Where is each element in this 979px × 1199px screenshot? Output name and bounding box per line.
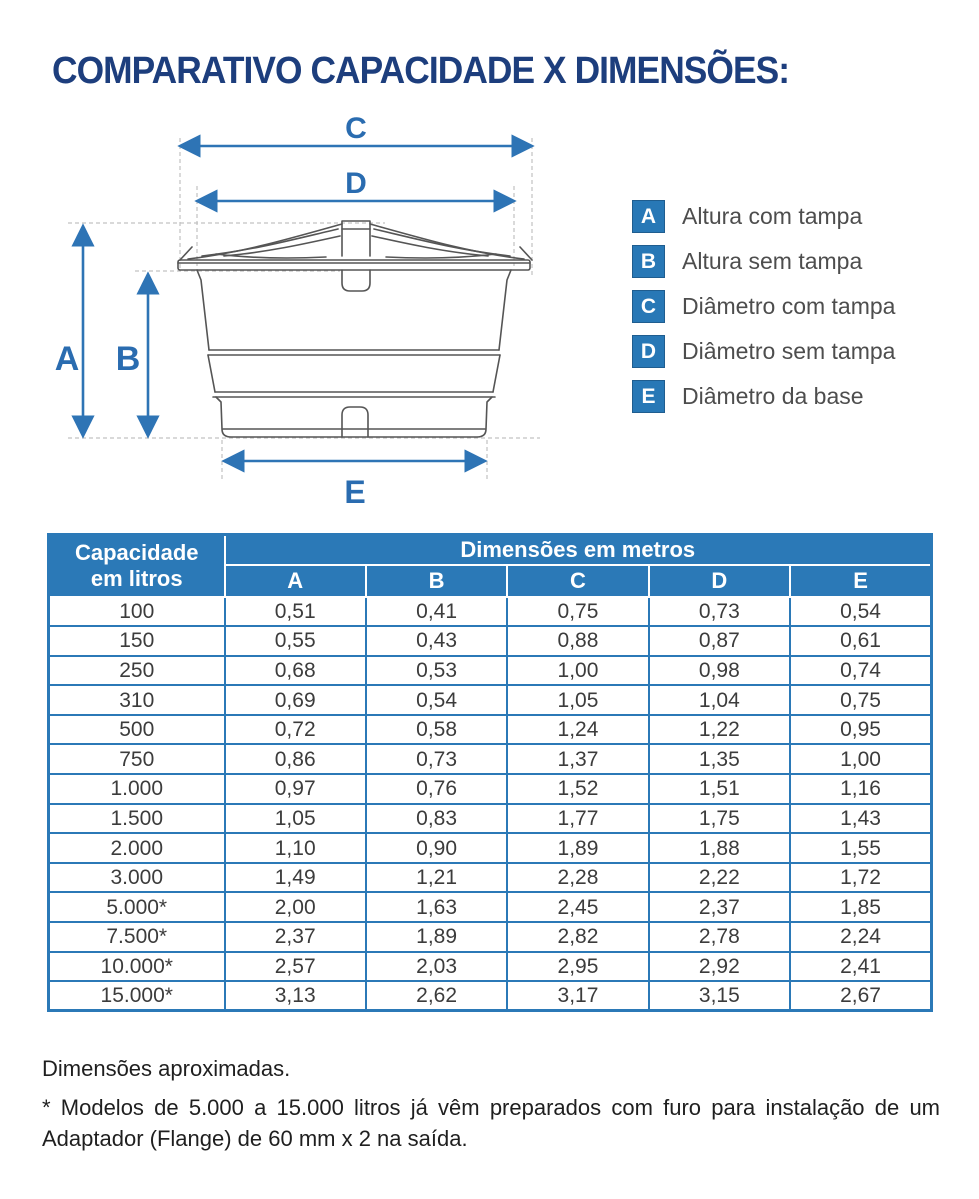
capacity-cell: 1.500 (49, 804, 225, 834)
table-header-top-row (49, 535, 932, 565)
capacity-header-line2: em litros (90, 565, 183, 591)
dimension-cell: 0,87 (649, 626, 790, 656)
table-row (49, 863, 932, 893)
dimension-cell: 2,22 (649, 863, 790, 893)
table-row (49, 774, 932, 804)
dimension-cell: 0,54 (790, 597, 931, 627)
dimension-cell: 2,82 (507, 922, 648, 952)
table-row (49, 597, 932, 627)
dimension-cell: 1,04 (649, 685, 790, 715)
dimension-cell: 2,45 (507, 892, 648, 922)
legend-label: Altura com tampa (682, 203, 863, 229)
dimension-cell: 2,41 (790, 952, 931, 982)
dimension-cell: 2,92 (649, 952, 790, 982)
water-tank-drawing (178, 221, 532, 437)
dimension-cell: 1,63 (366, 892, 507, 922)
dimension-cell: 0,90 (366, 833, 507, 863)
capacity-dimensions-table (47, 533, 933, 1012)
dimension-cell: 2,37 (649, 892, 790, 922)
dimension-cell: 2,24 (790, 922, 931, 952)
capacity-cell: 1.000 (49, 774, 225, 804)
legend-key-badge: A (632, 200, 665, 233)
dimension-cell: 1,72 (790, 863, 931, 893)
dimension-cell: 0,73 (649, 597, 790, 627)
capacity-cell: 100 (49, 597, 225, 627)
capacity-cell: 310 (49, 685, 225, 715)
dimension-cell: 0,98 (649, 656, 790, 686)
legend (632, 200, 932, 425)
column-header-e: E (790, 565, 931, 597)
dimension-cell: 2,95 (507, 952, 648, 982)
capacity-cell: 150 (49, 626, 225, 656)
dimension-cell: 0,53 (366, 656, 507, 686)
legend-key-badge: C (632, 290, 665, 323)
table-row (49, 804, 932, 834)
capacity-cell: 5.000* (49, 892, 225, 922)
dimension-cell: 0,74 (790, 656, 931, 686)
dimension-cell: 1,16 (790, 774, 931, 804)
legend-label: Diâmetro sem tampa (682, 338, 896, 364)
dimension-cell: 2,62 (366, 981, 507, 1011)
capacity-cell: 2.000 (49, 833, 225, 863)
legend-label: Diâmetro da base (682, 383, 864, 409)
table-row (49, 922, 932, 952)
dimension-cell: 1,00 (790, 744, 931, 774)
column-header-c: C (507, 565, 648, 597)
capacity-cell: 3.000 (49, 863, 225, 893)
capacity-cell: 750 (49, 744, 225, 774)
capacity-column-header (49, 535, 225, 597)
legend-item-c (632, 290, 932, 323)
dimension-cell: 2,57 (225, 952, 366, 982)
dim-label-b: B (115, 340, 141, 378)
tank-dimensions-diagram (40, 108, 600, 512)
column-header-d: D (649, 565, 790, 597)
table-row (49, 685, 932, 715)
table-row (49, 626, 932, 656)
footnote-approx: Dimensões aproximadas. (42, 1056, 291, 1081)
dimension-cell: 2,28 (507, 863, 648, 893)
dimension-cell: 0,76 (366, 774, 507, 804)
capacity-cell: 15.000* (49, 981, 225, 1011)
legend-label: Altura sem tampa (682, 248, 863, 274)
legend-item-d (632, 335, 932, 368)
table-header (49, 535, 932, 597)
dimension-cell: 1,88 (649, 833, 790, 863)
dimension-cell: 3,17 (507, 981, 648, 1011)
dimension-cell: 3,15 (649, 981, 790, 1011)
dimension-cell: 0,51 (225, 597, 366, 627)
table-row (49, 892, 932, 922)
legend-key-badge: D (632, 335, 665, 368)
dimension-cell: 0,88 (507, 626, 648, 656)
dimension-cell: 1,10 (225, 833, 366, 863)
dimension-cell: 1,00 (507, 656, 648, 686)
column-header-a: A (225, 565, 366, 597)
table-row (49, 656, 932, 686)
dimension-cell: 1,77 (507, 804, 648, 834)
dimension-cell: 2,00 (225, 892, 366, 922)
dimension-cell: 1,55 (790, 833, 931, 863)
footnote-asterisk: * Modelos de 5.000 a 15.000 litros já vêm preparados com furo para instalação de um Adaptador (Flange) de 60 mm x 2 na saída. (42, 1095, 940, 1151)
dimension-cell: 1,35 (649, 744, 790, 774)
dimension-cell: 2,03 (366, 952, 507, 982)
legend-key-badge: E (632, 380, 665, 413)
table-row (49, 952, 932, 982)
dimension-cell: 1,05 (225, 804, 366, 834)
dim-label-c: C (345, 112, 367, 145)
dimension-cell: 0,75 (790, 685, 931, 715)
dimension-cell: 0,43 (366, 626, 507, 656)
dimension-cell: 1,89 (507, 833, 648, 863)
dimension-cell: 0,41 (366, 597, 507, 627)
dimension-cell: 1,22 (649, 715, 790, 745)
legend-item-b (632, 245, 932, 278)
dimension-cell: 1,21 (366, 863, 507, 893)
table-row (49, 715, 932, 745)
table-row (49, 744, 932, 774)
dimension-cell: 0,86 (225, 744, 366, 774)
legend-item-e (632, 380, 932, 413)
dimension-cell: 1,52 (507, 774, 648, 804)
table-row (49, 833, 932, 863)
dimension-letters (55, 112, 367, 510)
dimension-cell: 2,67 (790, 981, 931, 1011)
legend-item-a (632, 200, 932, 233)
dimension-cell: 1,37 (507, 744, 648, 774)
dimension-cell: 0,83 (366, 804, 507, 834)
dimension-cell: 0,72 (225, 715, 366, 745)
table-body (49, 597, 932, 1011)
capacity-cell: 500 (49, 715, 225, 745)
capacity-cell: 250 (49, 656, 225, 686)
page-title: COMPARATIVO CAPACIDADE X DIMENSÕES: (52, 50, 790, 92)
dimension-cell: 1,05 (507, 685, 648, 715)
dimension-cell: 0,55 (225, 626, 366, 656)
dimension-cell: 1,43 (790, 804, 931, 834)
capacity-cell: 7.500* (49, 922, 225, 952)
dimension-cell: 1,51 (649, 774, 790, 804)
legend-key-badge: B (632, 245, 665, 278)
dimension-cell: 0,73 (366, 744, 507, 774)
capacity-cell: 10.000* (49, 952, 225, 982)
dim-label-a: A (54, 340, 80, 378)
dimension-arrows (83, 146, 530, 461)
column-header-b: B (366, 565, 507, 597)
dimension-cell: 0,69 (225, 685, 366, 715)
dimension-cell: 1,89 (366, 922, 507, 952)
dimension-cell: 1,24 (507, 715, 648, 745)
dimension-cell: 0,54 (366, 685, 507, 715)
dimension-cell: 2,37 (225, 922, 366, 952)
dimension-cell: 0,75 (507, 597, 648, 627)
dimension-cell: 1,75 (649, 804, 790, 834)
dimension-cell: 0,61 (790, 626, 931, 656)
dimension-cell: 2,78 (649, 922, 790, 952)
dimension-cell: 3,13 (225, 981, 366, 1011)
table-row (49, 981, 932, 1011)
dimensions-group-header: Dimensões em metros (225, 535, 932, 565)
legend-label: Diâmetro com tampa (682, 293, 896, 319)
dimension-cell: 1,49 (225, 863, 366, 893)
dim-label-e: E (344, 474, 366, 510)
dimension-cell: 0,58 (366, 715, 507, 745)
dimension-cell: 0,97 (225, 774, 366, 804)
dim-label-d: D (345, 167, 367, 200)
dimension-cell: 1,85 (790, 892, 931, 922)
dimension-cell: 0,68 (225, 656, 366, 686)
dimension-cell: 0,95 (790, 715, 931, 745)
capacity-header-line1: Capacidade (75, 539, 199, 565)
